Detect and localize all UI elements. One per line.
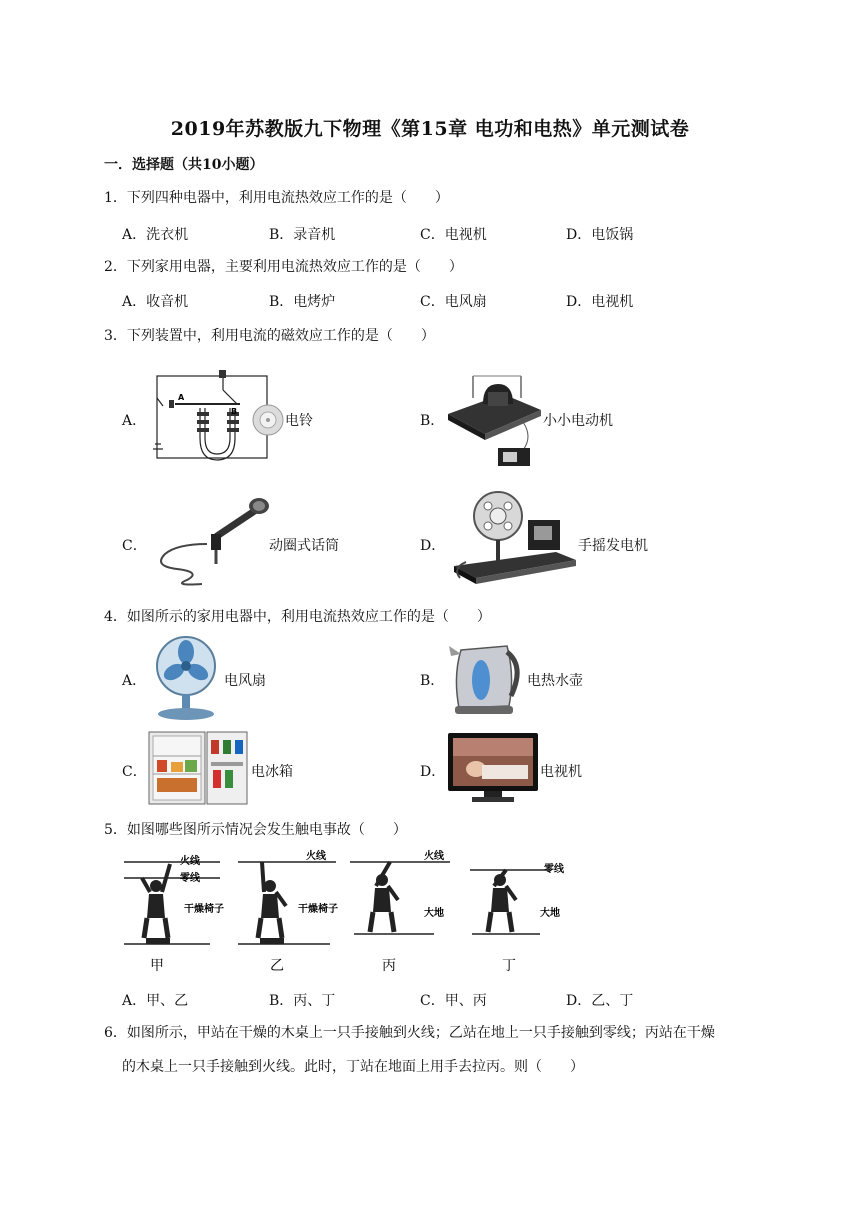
- q3-label-microphone: 动圈式话筒: [269, 538, 339, 554]
- q2-option-d: D．电视机: [566, 294, 634, 310]
- electric-bell-circuit-figure: [145, 368, 285, 466]
- q1-option-c: C．电视机: [420, 227, 487, 243]
- label-neutral-wire-1: 零线: [180, 873, 200, 884]
- q2-option-a: A．收音机: [122, 294, 189, 310]
- label-live-wire-1: 火线: [180, 856, 200, 867]
- question-6-line-2: 的木桌上一只手接触到火线。此时，丁站在地面上用手去拉丙。则（ ）: [122, 1059, 584, 1075]
- figure-label-bing: 丙: [382, 958, 396, 974]
- q3-letter-b: B．: [420, 413, 445, 429]
- q4-label-tv: 电视机: [540, 764, 582, 780]
- television-figure: [446, 731, 540, 805]
- label-neutral-wire-4: 零线: [544, 864, 564, 875]
- circuit-mark-a: A: [178, 393, 185, 402]
- electric-shock-figure: [120, 848, 570, 976]
- refrigerator-figure: [147, 730, 251, 806]
- q3-label-motor: 小小电动机: [543, 413, 613, 429]
- q1-option-a: A．洗衣机: [122, 227, 189, 243]
- q4-label-kettle: 电热水壶: [527, 673, 583, 689]
- q3-letter-a: A．: [122, 413, 147, 429]
- question-2-stem: 2．下列家用电器，主要利用电流热效应工作的是（ ）: [104, 259, 463, 275]
- figure-label-yi: 乙: [270, 958, 284, 974]
- label-live-wire-3: 火线: [424, 851, 444, 862]
- q5-option-b: B．丙、丁: [269, 993, 336, 1009]
- small-motor-figure: [443, 362, 543, 474]
- q3-label-bell: 电铃: [285, 413, 313, 429]
- q2-option-c: C．电风扇: [420, 294, 487, 310]
- question-4-stem: 4．如图所示的家用电器中，利用电流热效应工作的是（ ）: [104, 609, 491, 625]
- hand-generator-figure: [446, 486, 578, 588]
- section-heading: 一．选择题（共10小题）: [104, 157, 264, 173]
- circuit-mark-b: B: [231, 407, 238, 416]
- q1-option-d: D．电饭锅: [566, 227, 634, 243]
- question-3-stem: 3．下列装置中，利用电流的磁效应工作的是（ ）: [104, 328, 435, 344]
- q4-letter-c: C．: [122, 764, 147, 780]
- electric-fan-figure: [148, 634, 224, 720]
- q4-letter-b: B．: [420, 673, 445, 689]
- question-6-line-1: 6．如图所示，甲站在干燥的木桌上一只手接触到火线；乙站在地上一只手接触到零线；丙站在干燥: [104, 1025, 715, 1041]
- q3-letter-d: D．: [420, 538, 446, 554]
- figure-label-ding: 丁: [502, 958, 516, 974]
- page-title: 2019年苏教版九下物理《第15章 电功和电热》单元测试卷: [170, 118, 690, 140]
- label-dry-chair-2: 干燥椅子: [298, 904, 338, 915]
- figure-label-jia: 甲: [150, 958, 164, 974]
- q3-label-generator: 手摇发电机: [578, 538, 648, 554]
- q4-label-fridge: 电冰箱: [251, 764, 293, 780]
- label-ground-4: 大地: [540, 908, 560, 919]
- electric-kettle-figure: [445, 636, 527, 716]
- q1-option-b: B．录音机: [269, 227, 336, 243]
- q4-letter-a: A．: [122, 673, 147, 689]
- q4-letter-d: D．: [420, 764, 446, 780]
- label-live-wire-2: 火线: [306, 851, 326, 862]
- question-5-stem: 5．如图哪些图所示情况会发生触电事故（ ）: [104, 822, 407, 838]
- q5-option-c: C．甲、丙: [420, 993, 487, 1009]
- q3-letter-c: C．: [122, 538, 147, 554]
- q2-option-b: B．电烤炉: [269, 294, 336, 310]
- microphone-figure: [147, 494, 269, 586]
- q5-option-d: D．乙、丁: [566, 993, 634, 1009]
- label-ground-3: 大地: [424, 908, 444, 919]
- q5-option-a: A．甲、乙: [122, 993, 189, 1009]
- q4-label-fan: 电风扇: [224, 673, 266, 689]
- label-dry-chair-1: 干燥椅子: [184, 904, 224, 915]
- question-1-stem: 1．下列四种电器中，利用电流热效应工作的是（ ）: [104, 190, 449, 206]
